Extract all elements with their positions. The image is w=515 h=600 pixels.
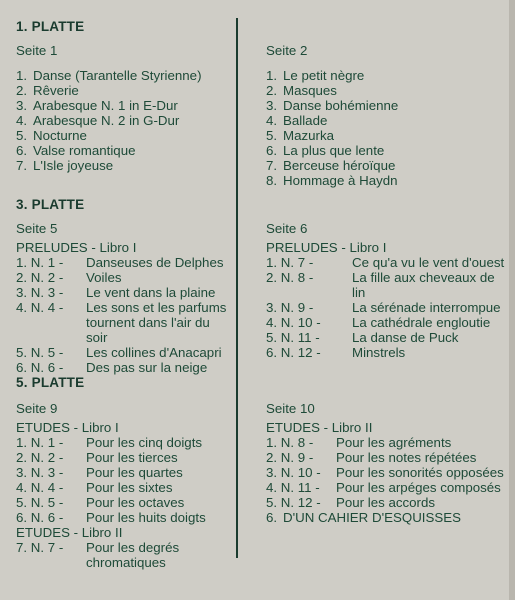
seite-6-section	[266, 221, 506, 360]
seite-9-heading: Seite 9	[16, 401, 58, 416]
list-item: 8. Hommage à Haydn	[266, 173, 398, 188]
list-item: 5. Nocturne	[16, 128, 87, 143]
seite-5-subheading: PRELUDES - Libro I	[16, 240, 137, 255]
seite-9-subheading-2: ETUDES - Libro II	[16, 525, 123, 540]
list-item: 6. N. 6 - Pour les huits doigts	[16, 510, 206, 525]
seite-5-section	[16, 221, 234, 375]
seite-6-list	[266, 255, 506, 360]
seite-9-section	[16, 401, 234, 570]
seite-1-heading: Seite 1	[16, 43, 58, 58]
seite-6-heading: Seite 6	[266, 221, 308, 236]
seite-10-heading: Seite 10	[266, 401, 315, 416]
list-item: 2. N. 2 - Voiles	[16, 270, 122, 285]
list-item: 4. N. 11 - Pour les arpéges composés	[266, 480, 501, 495]
list-item: 6. N. 12 - Minstrels	[266, 345, 406, 360]
seite-2-heading: Seite 2	[266, 43, 308, 58]
seite-10-subheading: ETUDES - Libro II	[266, 420, 373, 435]
seite-1-section	[16, 43, 231, 173]
seite-10-section	[266, 401, 506, 525]
seite-2-section	[266, 43, 506, 188]
seite-9-subheading: ETUDES - Libro I	[16, 420, 119, 435]
column-divider	[236, 18, 238, 558]
list-item: 3. N. 10 - Pour les sonorités opposées	[266, 465, 504, 480]
list-item: 5. N. 12 - Pour les accords	[266, 495, 436, 510]
list-item: 1. N. 8 - Pour les agréments	[266, 435, 452, 450]
seite-10-list	[266, 435, 506, 525]
seite-2-list	[266, 68, 506, 188]
list-item: 2. N. 8 - La fille aux cheveaux de lin	[266, 270, 495, 300]
list-item: 1. N. 1 - Danseuses de Delphes	[16, 255, 224, 270]
platte-1-title: 1. PLATTE	[16, 19, 85, 34]
list-item: 2. Rêverie	[16, 83, 79, 98]
list-item: 4. N. 4 - Pour les sixtes	[16, 480, 173, 495]
seite-9-list-2	[16, 540, 234, 570]
list-item: 6. D'UN CAHIER D'ESQUISSES	[266, 510, 461, 525]
page-edge	[509, 0, 515, 600]
list-item: 4. Arabesque N. 2 in G-Dur	[16, 113, 180, 128]
list-item: 3. Danse bohémienne	[266, 98, 399, 113]
platte-5-title: 5. PLATTE	[16, 375, 85, 390]
list-item: 4. N. 4 - Les sons et les parfums tournent dans l'air du soir	[16, 300, 227, 345]
platte-3-title: 3. PLATTE	[16, 197, 85, 212]
list-item: 2. Masques	[266, 83, 337, 98]
list-item: 4. Ballade	[266, 113, 328, 128]
list-item: 2. N. 9 - Pour les notes répétées	[266, 450, 477, 465]
list-item: 5. Mazurka	[266, 128, 334, 143]
seite-1-list	[16, 68, 231, 173]
list-item: 5. N. 5 - Les collines d'Anacapri	[16, 345, 222, 360]
list-item: 3. N. 9 - La sérénade interrompue	[266, 300, 501, 315]
list-item: 7. Berceuse héroïque	[266, 158, 396, 173]
seite-5-heading: Seite 5	[16, 221, 58, 236]
seite-6-subheading: PRELUDES - Libro I	[266, 240, 387, 255]
list-item: 5. N. 5 - Pour les octaves	[16, 495, 185, 510]
list-item: 6. N. 6 - Des pas sur la neige	[16, 360, 208, 375]
list-item: 6. La plus que lente	[266, 143, 385, 158]
list-item: 1. N. 7 - Ce qu'a vu le vent d'ouest	[266, 255, 505, 270]
list-item: 2. N. 2 - Pour les tierces	[16, 450, 178, 465]
list-item: 7. N. 7 - Pour les degrés chromatiques	[16, 540, 180, 570]
list-item: 7. L'Isle joyeuse	[16, 158, 114, 173]
list-item: 1. N. 1 - Pour les cinq doigts	[16, 435, 203, 450]
seite-5-list	[16, 255, 234, 375]
list-item: 3. Arabesque N. 1 in E-Dur	[16, 98, 178, 113]
list-item: 1. Danse (Tarantelle Styrienne)	[16, 68, 202, 83]
list-item: 3. N. 3 - Pour les quartes	[16, 465, 183, 480]
list-item: 4. N. 10 - La cathédrale engloutie	[266, 315, 491, 330]
list-item: 1. Le petit nègre	[266, 68, 365, 83]
list-item: 5. N. 11 - La danse de Puck	[266, 330, 459, 345]
list-item: 3. N. 3 - Le vent dans la plaine	[16, 285, 216, 300]
seite-9-list	[16, 435, 234, 525]
list-item: 6. Valse romantique	[16, 143, 136, 158]
